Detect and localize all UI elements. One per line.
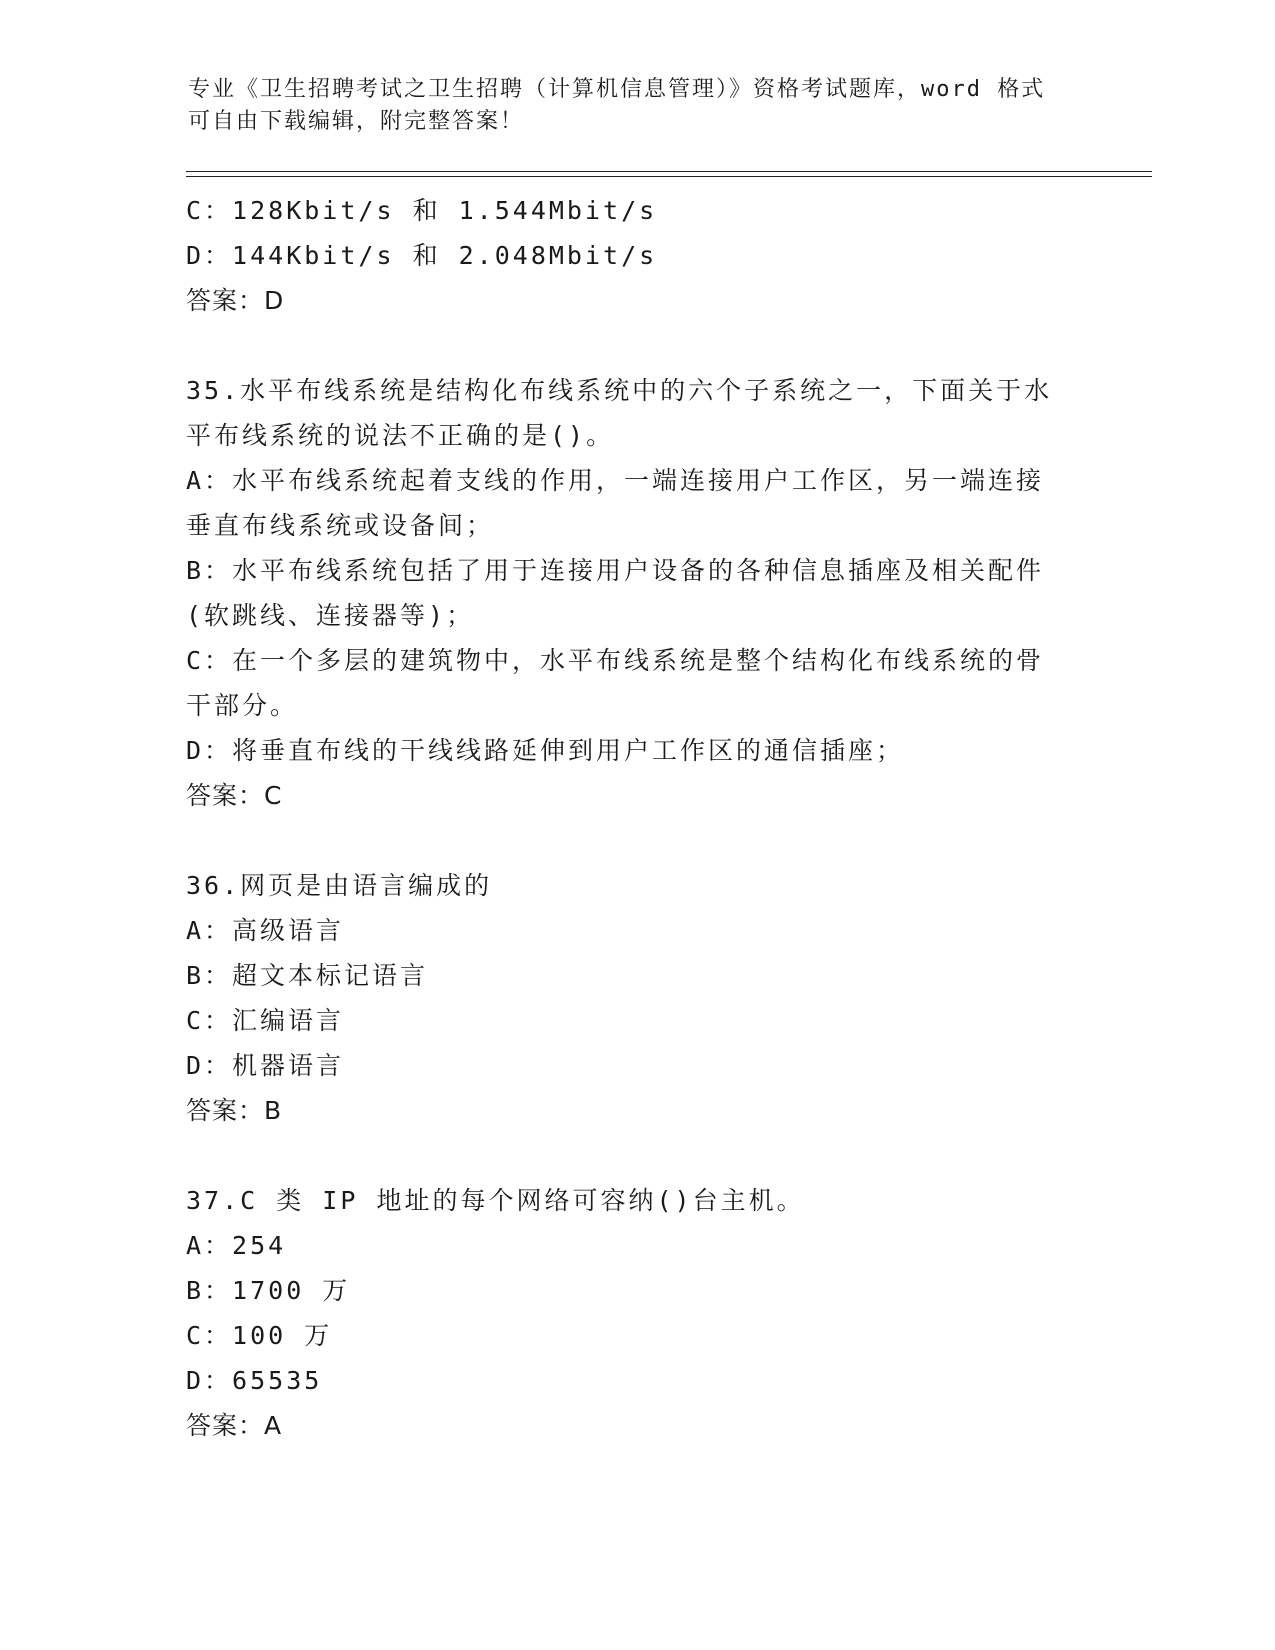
option-b-continued: (软跳线、连接器等)；	[186, 601, 475, 630]
option-a-continued: 垂直布线系统或设备间；	[186, 511, 495, 540]
option-c: C：128Kbit/s 和 1.544Mbit/s	[186, 196, 658, 225]
question-content	[186, 188, 1086, 1448]
answer: 答案：B	[186, 1096, 283, 1125]
answer: 答案：D	[186, 286, 285, 315]
option-b: B：1700 万	[186, 1276, 351, 1305]
header-rule-bottom	[186, 176, 1152, 177]
question-stem: 37.C 类 IP 地址的每个网络可容纳()台主机。	[186, 1186, 805, 1215]
option-a: A：254	[186, 1231, 287, 1260]
option-c: C：汇编语言	[186, 1006, 345, 1035]
option-b: B：超文本标记语言	[186, 961, 429, 990]
spacer	[186, 1133, 1086, 1178]
question-37	[186, 1178, 1086, 1448]
previous-question-tail	[186, 188, 1086, 323]
option-a: A：水平布线系统起着支线的作用，一端连接用户工作区，另一端连接	[186, 466, 1045, 495]
option-a: A：高级语言	[186, 916, 345, 945]
header-rule-top	[186, 171, 1152, 172]
option-d: D：144Kbit/s 和 2.048Mbit/s	[186, 241, 658, 270]
spacer	[186, 818, 1086, 863]
option-d: D：将垂直布线的干线线路延伸到用户工作区的通信插座；	[186, 736, 905, 765]
answer: 答案：A	[186, 1411, 283, 1440]
option-c-continued: 干部分。	[186, 691, 299, 720]
spacer	[186, 323, 1086, 368]
header-line-1: 专业《卫生招聘考试之卫生招聘（计算机信息管理）》资格考试题库，word 格式	[188, 77, 1046, 102]
question-stem-continued: 平布线系统的说法不正确的是()。	[186, 421, 615, 450]
option-c: C：100 万	[186, 1321, 333, 1350]
option-d: D：65535	[186, 1366, 323, 1395]
question-36	[186, 863, 1086, 1133]
question-stem: 35.水平布线系统是结构化布线系统中的六个子系统之一，下面关于水	[186, 376, 1053, 405]
option-d: D：机器语言	[186, 1051, 345, 1080]
question-35	[186, 368, 1086, 818]
document-header	[188, 74, 1068, 138]
option-b: B：水平布线系统包括了用于连接用户设备的各种信息插座及相关配件	[186, 556, 1045, 585]
answer: 答案：C	[186, 781, 283, 810]
option-c: C：在一个多层的建筑物中，水平布线系统是整个结构化布线系统的骨	[186, 646, 1045, 675]
header-line-2: 可自由下载编辑，附完整答案！	[188, 109, 525, 134]
question-stem: 36.网页是由语言编成的	[186, 871, 493, 900]
